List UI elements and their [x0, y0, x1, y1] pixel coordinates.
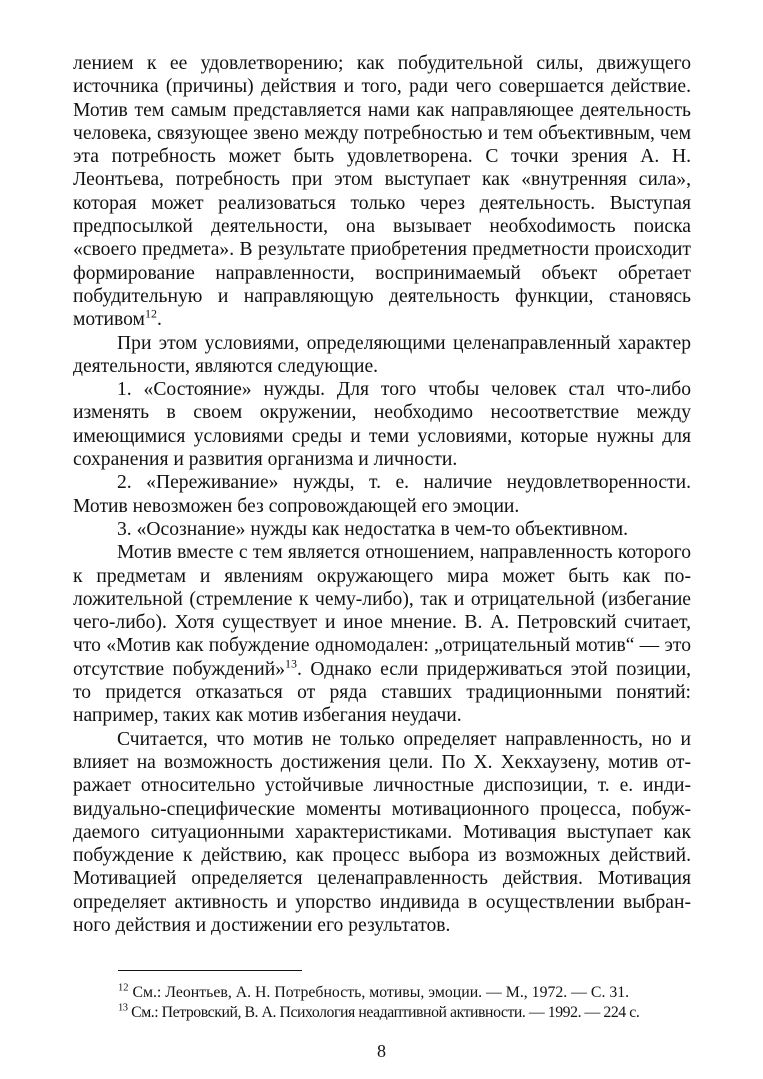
footnote-ref-13[interactable]: 13 [285, 656, 297, 671]
footnotes [118, 983, 692, 1023]
footnote-number: 13 [118, 1002, 128, 1014]
paragraph-text: лением к ее удовлетворению; как побудительной силы, движущего источника (причины) действия и того, ради чего совершается действие. Мотив тем самым представляется нами как направляющее деятельность человека, связующее звено между потребностью и тем объективным, чем эта потребность может быть удовлетворена. С точки зрения А. Н. Леонтьева, потребность при этом выступает как «внутренняя сила», которая может реализоваться только через деятельность. Выступая предпосылкой деятельности, она вызывает необхоdимость поиска «своего предмета». В результате приобретения предметности происходит формирование направленности, воспринимаемый объект обретает побудительную и направляющую деятельность функции, становясь мотивом [73, 53, 691, 331]
paragraph-text-end: . Однако если придерживаться этой позиции, то придется отказаться от ряда ставших традиционными понятий: например, таких как мотив избегания неудачи. [73, 658, 691, 727]
body-text [73, 52, 691, 937]
footnote-text: См.: Петровский, В. А. Психология неадаптивной активности. — 1992. — 224 с. [131, 1004, 640, 1021]
paragraph [73, 541, 691, 727]
footnote-12 [118, 983, 692, 1003]
paragraph-text: Мотив вместе с тем является отношением, направленность которого к предметам и явлениям окружающего мира может быть как положительной (стремление к чему-либо), так и отрицательной (избегание чего-либо). Хотя существует и иное мнение. В. А. Петровский считает, что «Мотив как побуждение одномодален: „отрицательный мотив“ — это отсутствие побуждений» [73, 542, 691, 680]
paragraph [73, 52, 691, 332]
footnote-separator [118, 970, 302, 971]
footnote-number: 12 [118, 982, 129, 994]
footnote-ref-12[interactable]: 12 [144, 306, 157, 321]
paragraph-text-end: . [156, 309, 162, 331]
list-item: 3. «Осознание» нужды как недостатка в чем-то объективном. [117, 518, 628, 540]
page-number: 8 [377, 1041, 386, 1061]
list-item: 2. «Переживание» нужды, т. е. наличие неудовлетворенности. Мотив невозможен без сопровождающей его эмоции. [73, 472, 691, 517]
paragraph: Считается, что мотив не только определяет направленность, но и влияет на возможность достижения цели. По Х. Хекхаузену, мотив отражает относительно устойчивые личностные диспозиции, т. е. индивидуально-специфические моменты мотивационного процесса, побуждаемого ситуационными характеристиками. Мотивация выступает как побуждение к действию, как процесс выбора из возможных действий. Мотивацией определяется целенаправленность действия. Мотивация определяет активность и упорство индивида в осуществлении выбранного действия и достижении его результатов. [73, 728, 691, 936]
footnote-text: См.: Леонтьев, А. Н. Потребность, мотивы, эмоции. — М., 1972. — С. 31. [132, 984, 630, 1001]
paragraph: При этом условиями, определяющими целенаправленный характер деятельности, являются следующие. [73, 332, 691, 377]
footnote-13 [118, 1003, 692, 1023]
list-item: 1. «Состояние» нужды. Для того чтобы человек стал что-либо изменять в своем окружении, необходимо несоответствие между имеющимися условиями среды и теми условиями, которые нужны для сохранения и развития организма и личности. [73, 379, 691, 471]
